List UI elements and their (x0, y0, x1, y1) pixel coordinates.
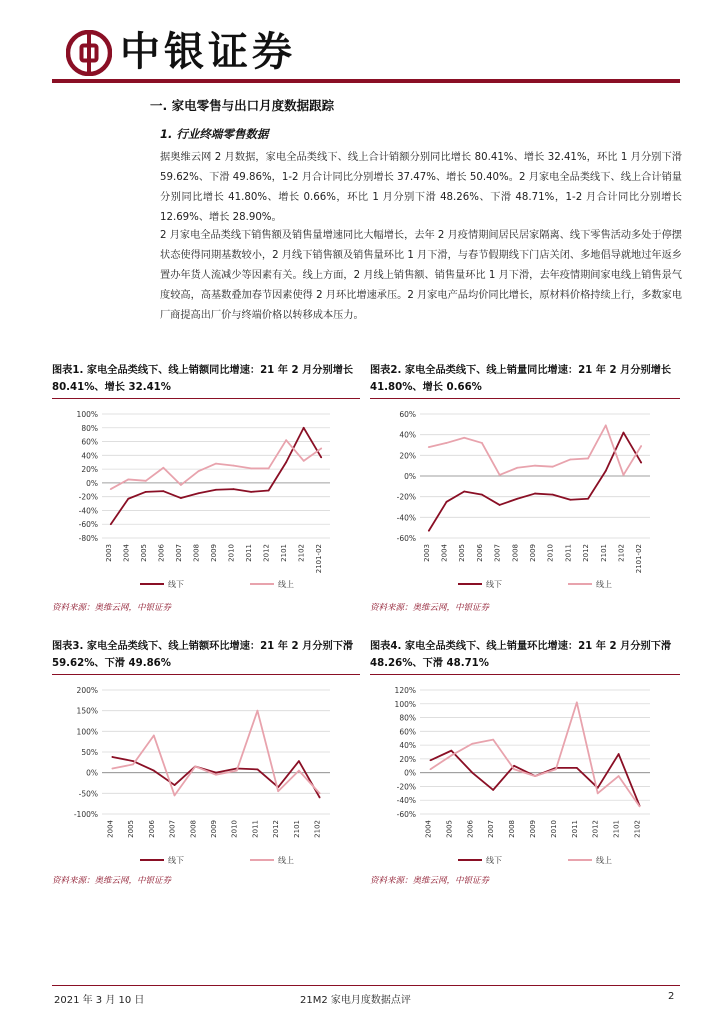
data-point (153, 735, 155, 737)
data-point (428, 530, 430, 532)
x-tick-label: 2007 (174, 544, 183, 562)
x-tick-label: 2011 (251, 820, 260, 838)
y-tick-label: -20% (396, 492, 416, 502)
data-point (198, 470, 200, 472)
data-point (492, 789, 494, 791)
figure-1-rule (52, 398, 360, 399)
figure-3-source: 资料来源：奥维云网，中银证券 (52, 876, 172, 886)
data-point (471, 772, 473, 774)
x-tick-label: 2101-02 (635, 544, 644, 574)
x-tick-label: 2005 (445, 820, 454, 838)
chart-1 (52, 402, 360, 594)
x-tick-label: 2003 (422, 544, 431, 562)
data-point (450, 750, 452, 752)
data-point (463, 491, 465, 493)
data-point (587, 458, 589, 460)
data-point (250, 468, 252, 470)
data-point (623, 432, 625, 434)
data-point (298, 770, 300, 772)
series-line-offline (429, 433, 641, 531)
legend-label: 线下 (168, 580, 184, 589)
y-tick-label: 100% (394, 699, 416, 709)
x-tick-label: 2005 (127, 820, 136, 838)
data-point (174, 784, 176, 786)
data-point (257, 768, 259, 770)
legend-label: 线下 (168, 856, 184, 865)
data-point (640, 462, 642, 464)
data-point (492, 739, 494, 741)
y-tick-label: -40% (78, 506, 98, 516)
x-tick-label: 2101 (599, 544, 608, 562)
y-tick-label: 0% (404, 768, 416, 778)
data-point (268, 468, 270, 470)
data-point (499, 474, 501, 476)
x-tick-label: 2010 (230, 820, 239, 838)
x-tick-label: 2102 (633, 820, 642, 838)
y-tick-label: 60% (399, 727, 416, 737)
x-tick-label: 2008 (511, 544, 520, 562)
legend-label: 线上 (278, 580, 294, 589)
data-point (233, 465, 235, 467)
x-tick-label: 2008 (192, 544, 201, 562)
data-point (446, 442, 448, 444)
y-tick-label: -40% (396, 513, 416, 523)
data-point (534, 465, 536, 467)
x-tick-label: 2006 (475, 544, 484, 562)
data-point (215, 463, 217, 465)
series-line-offline (111, 428, 321, 524)
y-tick-label: 20% (399, 451, 416, 461)
y-tick-label: -20% (78, 492, 98, 502)
legend-label: 线上 (596, 856, 612, 865)
x-tick-label: 2004 (440, 544, 449, 562)
figure-1-source: 资料来源：奥维云网，中银证券 (52, 603, 172, 613)
y-tick-label: -60% (78, 520, 98, 530)
data-point (320, 448, 322, 450)
data-point (127, 498, 129, 500)
data-point (446, 501, 448, 503)
footer-date: 2021 年 3 月 10 日 (54, 995, 145, 1006)
x-tick-label: 2006 (466, 820, 475, 838)
data-point (110, 523, 112, 525)
y-tick-label: -100% (73, 810, 98, 819)
x-tick-label: 2010 (227, 544, 236, 562)
data-point (576, 767, 578, 769)
y-tick-label: 40% (399, 430, 416, 440)
legend-label: 线下 (486, 580, 502, 589)
figure-4-source: 资料来源：奥维云网，中银证券 (370, 876, 490, 886)
data-point (132, 764, 134, 766)
x-tick-label: 2102 (313, 820, 322, 838)
x-tick-label: 2007 (168, 820, 177, 838)
figure-2-rule (370, 398, 680, 399)
x-tick-label: 2007 (487, 820, 496, 838)
data-point (285, 439, 287, 441)
figure-2-title: 图表2. 家电全品类线下、线上销量同比增速：21 年 2 月分别增长 41.80%、增长 0.66% (370, 365, 672, 393)
x-tick-label: 2006 (147, 820, 156, 838)
data-point (174, 795, 176, 797)
x-tick-label: 2005 (458, 544, 467, 562)
figure-3-rule (52, 674, 360, 675)
brand-name: 中银证券 (120, 28, 296, 75)
x-tick-label: 2004 (106, 820, 115, 838)
data-point (111, 768, 113, 770)
section-title: 一. 家电零售与出口月度数据跟踪 (150, 98, 335, 113)
y-tick-label: -20% (396, 782, 416, 792)
data-point (180, 484, 182, 486)
x-tick-label: 2008 (508, 820, 517, 838)
data-point (233, 488, 235, 490)
data-point (132, 760, 134, 762)
series-line-online (111, 440, 321, 489)
y-tick-label: -60% (396, 810, 416, 819)
x-tick-label: 2004 (122, 544, 131, 562)
data-point (127, 479, 129, 481)
chart-3 (52, 678, 360, 870)
x-tick-label: 2012 (582, 544, 591, 562)
x-tick-label: 2010 (549, 820, 558, 838)
x-tick-label: 2012 (262, 544, 271, 562)
x-tick-label: 2009 (529, 820, 537, 838)
y-tick-label: 80% (399, 713, 416, 723)
data-point (605, 424, 607, 426)
data-point (569, 499, 571, 501)
y-tick-label: 120% (394, 686, 416, 695)
y-tick-label: 150% (76, 706, 98, 716)
company-logo (66, 30, 112, 76)
x-tick-label: 2009 (529, 544, 537, 562)
data-point (111, 756, 113, 758)
data-point (277, 790, 279, 792)
data-point (516, 467, 518, 469)
y-tick-label: 40% (81, 451, 98, 461)
x-tick-label: 2102 (297, 544, 306, 562)
data-point (481, 442, 483, 444)
y-tick-label: -60% (396, 534, 416, 543)
x-tick-label: 2008 (189, 820, 198, 838)
data-point (618, 775, 620, 777)
y-tick-label: 80% (81, 423, 98, 433)
x-tick-label: 2011 (245, 544, 254, 562)
data-point (153, 770, 155, 772)
x-tick-label: 2011 (570, 820, 579, 838)
data-point (428, 446, 430, 448)
sub-title: 1. 行业终端零售数据 (160, 127, 269, 141)
data-point (639, 806, 641, 808)
data-point (194, 766, 196, 768)
x-tick-label: 2003 (104, 544, 113, 562)
y-tick-label: 20% (81, 465, 98, 475)
data-point (250, 491, 252, 493)
legend-label: 线上 (278, 856, 294, 865)
data-point (552, 466, 554, 468)
data-point (430, 759, 432, 761)
data-point (215, 489, 217, 491)
data-point (587, 498, 589, 500)
data-point (285, 461, 287, 463)
data-point (236, 770, 238, 772)
x-tick-label: 2101 (292, 820, 301, 838)
y-tick-label: -50% (78, 789, 98, 799)
y-tick-label: 100% (76, 410, 98, 419)
data-point (499, 504, 501, 506)
series-line-online (430, 702, 639, 806)
footer-rule (52, 985, 680, 986)
data-point (555, 768, 557, 770)
y-tick-label: 40% (399, 741, 416, 751)
data-point (319, 792, 321, 794)
y-tick-label: 50% (81, 748, 98, 757)
paragraph-1: 据奥维云网 2 月数据，家电全品类线下、线上合计销额分别同比增长 80.41%、增长 32.41%，环比 1 月分别下滑 59.62%、下滑 49.86%，1-2 月合计同比分别增长 37.47%、增长 50.40%。2 月家电全品类线下、线上合计销量分别同比增长 41.80%、增长 0.66%，环比 1 月分别下滑 48.26%、下滑 48.71%，1-2 月合计同比分别增长 12.69%、增长 28.90%。 (160, 152, 682, 223)
x-tick-label: 2012 (591, 820, 600, 838)
data-point (516, 498, 518, 500)
data-point (180, 497, 182, 499)
y-tick-label: -40% (396, 796, 416, 806)
data-point (319, 797, 321, 799)
y-tick-label: -80% (78, 534, 98, 543)
series-line-offline (112, 757, 319, 798)
x-tick-label: 2102 (617, 544, 626, 562)
series-line-online (112, 711, 319, 796)
data-point (623, 474, 625, 476)
x-tick-label: 2010 (546, 544, 555, 562)
y-tick-label: 100% (76, 727, 98, 737)
y-tick-label: 200% (76, 686, 98, 695)
y-tick-label: 0% (86, 768, 98, 778)
x-tick-label: 2005 (139, 544, 148, 562)
data-point (576, 702, 578, 704)
x-tick-label: 2101 (612, 820, 621, 838)
data-point (215, 774, 217, 776)
series-line-online (429, 425, 641, 475)
x-tick-label: 2011 (564, 544, 573, 562)
data-point (257, 710, 259, 712)
data-point (162, 490, 164, 492)
y-tick-label: 60% (81, 437, 98, 447)
data-point (605, 470, 607, 472)
footer-doc-title: 21M2 家电月度数据点评 (300, 995, 411, 1006)
paragraph-2: 2 月家电全品类线下销售额及销售量增速同比大幅增长，去年 2 月疫情期间居民居家隔离、线下零售活动多处于停摆状态使得同期基数较小，2 月线下销售额及销售量环比 1 月下滑，与春节假期线下门店关闭、多地倡导就地过年返乡置办年货人流减少等因素有关。线上方面，2 月线上销售额、销售量环比 1 月下滑，去年疫情期间家电线上销售景气度较高，高基数叠加春节因素使得 2 月环比增速承压。2 月家电产品均价同比增长，原材料价格持续上行，多数家电厂商提高出厂价与终端价格以转移成本压力。 (160, 230, 682, 321)
data-point (534, 493, 536, 495)
data-point (110, 488, 112, 490)
y-tick-label: 60% (399, 410, 416, 419)
data-point (198, 492, 200, 494)
header-rule (52, 79, 680, 83)
data-point (450, 755, 452, 757)
data-point (303, 460, 305, 462)
y-tick-label: 0% (86, 478, 98, 488)
x-tick-label: 2007 (493, 544, 502, 562)
y-tick-label: 0% (404, 472, 416, 481)
figure-4-title: 图表4. 家电全品类线下、线上销量环比增速：21 年 2 月分别下滑 48.26%、下滑 48.71% (370, 641, 672, 669)
data-point (513, 765, 515, 767)
x-tick-label: 2009 (210, 820, 218, 838)
data-point (145, 480, 147, 482)
data-point (552, 494, 554, 496)
data-point (268, 490, 270, 492)
x-tick-label: 2004 (424, 820, 433, 838)
x-tick-label: 2101 (280, 544, 289, 562)
figure-1-title: 图表1. 家电全品类线下、线上销额同比增速：21 年 2 月分别增长 80.41%、增长 32.41% (52, 365, 354, 393)
figure-2-source: 资料来源：奥维云网，中银证券 (370, 603, 490, 613)
x-tick-label: 2012 (272, 820, 281, 838)
footer-page-number: 2 (668, 991, 675, 1002)
data-point (298, 760, 300, 762)
data-point (162, 467, 164, 469)
legend-label: 线上 (596, 580, 612, 589)
x-tick-label: 2006 (157, 544, 166, 562)
data-point (597, 792, 599, 794)
data-point (463, 437, 465, 439)
data-point (618, 753, 620, 755)
x-tick-label: 2101-02 (315, 544, 324, 574)
data-point (471, 743, 473, 745)
data-point (640, 445, 642, 447)
figure-3-title: 图表3. 家电全品类线下、线上销额环比增速：21 年 2 月分别下滑 59.62%、下滑 49.86% (52, 641, 354, 669)
data-point (145, 491, 147, 493)
data-point (569, 459, 571, 461)
data-point (534, 775, 536, 777)
data-point (320, 457, 322, 459)
data-point (513, 768, 515, 770)
x-tick-label: 2009 (210, 544, 218, 562)
y-tick-label: 20% (399, 754, 416, 764)
chart-4 (370, 678, 680, 870)
legend-label: 线下 (486, 856, 502, 865)
data-point (481, 494, 483, 496)
data-point (303, 427, 305, 429)
figure-4-rule (370, 674, 680, 675)
data-point (430, 768, 432, 770)
data-point (215, 772, 217, 774)
chart-2 (370, 402, 680, 594)
